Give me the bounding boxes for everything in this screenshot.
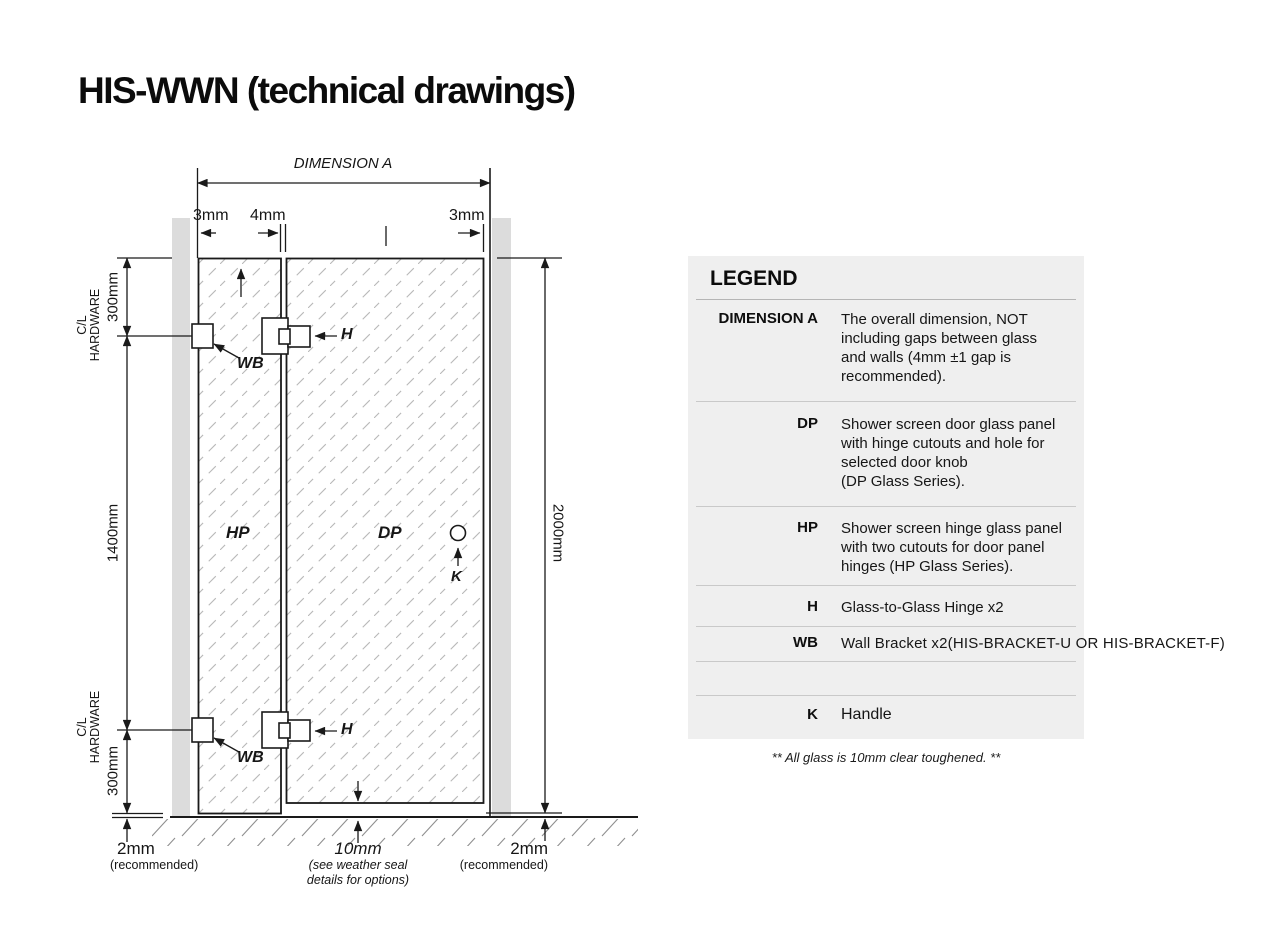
right-wall	[492, 218, 511, 817]
page-title: HIS-WWN (technical drawings)	[78, 70, 575, 111]
hinge-top-label: H	[341, 326, 353, 343]
legend-header: LEGEND	[710, 267, 798, 290]
floor-gap-left-note: (recommended)	[110, 858, 199, 872]
legend-desc: Shower screen hinge glass panel with two cutouts for door panel hinges (HP Glass Series).	[841, 520, 1062, 575]
legend-desc: Shower screen door glass panel with hinge cutouts and hole for selected door knob (DP Glass Series).	[841, 416, 1056, 490]
wall-bracket-bottom-label: WB	[237, 749, 264, 766]
wall-bracket-top	[192, 324, 213, 348]
cl-hardware-bottom-label: C/L HARDWARE	[75, 690, 102, 764]
dim-1400-label: 1400mm	[104, 503, 122, 563]
legend-footnote: ** All glass is 10mm clear toughened. **	[771, 750, 1001, 765]
floor-gap-right-value: 2mm	[510, 839, 548, 858]
legend-divider	[696, 661, 1076, 662]
legend-term: HP	[797, 519, 818, 536]
gap-right-label: 3mm	[449, 207, 485, 224]
wall-bracket-bottom	[192, 718, 213, 742]
legend-panel	[688, 256, 1225, 739]
legend-term: K	[807, 706, 818, 723]
floor-gap-center-value: 10mm	[334, 839, 382, 858]
floor-gap-center-note: (see weather seal details for options)	[306, 858, 410, 887]
wall-bracket-top-label: WB	[237, 355, 264, 372]
legend-desc: Wall Bracket x2(HIS-BRACKET-U OR HIS-BRACKET-F)	[841, 635, 1225, 652]
legend-term: DIMENSION A	[718, 310, 818, 327]
handle-label: K	[451, 568, 462, 585]
legend-desc: The overall dimension, NOT including gaps between glass and walls (4mm ±1 gap is recommended).	[841, 311, 1037, 385]
handle-hole	[451, 526, 466, 541]
legend-divider	[696, 695, 1076, 696]
gap-left-label: 3mm	[193, 207, 229, 224]
legend-desc: Glass-to-Glass Hinge x2	[841, 599, 1004, 616]
legend-divider	[696, 626, 1076, 627]
legend-divider	[696, 401, 1076, 402]
hinge-bottom-label: H	[341, 721, 353, 738]
legend-divider	[696, 506, 1076, 507]
dim-300-top-label: 300mm	[104, 271, 122, 323]
legend-desc: Handle	[841, 706, 892, 723]
dim-2000-label: 2000mm	[549, 503, 567, 563]
legend-term: WB	[793, 634, 818, 651]
hp-panel-label: HP	[226, 523, 250, 542]
legend-term: DP	[797, 415, 818, 432]
dimension-a-label: DIMENSION A	[293, 155, 393, 172]
legend-term: H	[807, 598, 818, 615]
cl-hardware-top-label: C/L HARDWARE	[75, 288, 102, 362]
floor-gap-left-value: 2mm	[117, 839, 155, 858]
dp-panel-label: DP	[378, 523, 402, 542]
legend-divider	[696, 585, 1076, 586]
legend-divider	[696, 299, 1076, 300]
left-wall	[172, 218, 190, 817]
dim-300-bottom-label: 300mm	[104, 745, 122, 797]
floor-gap-right-note: (recommended)	[459, 858, 548, 872]
gap-mid-label: 4mm	[250, 207, 286, 224]
